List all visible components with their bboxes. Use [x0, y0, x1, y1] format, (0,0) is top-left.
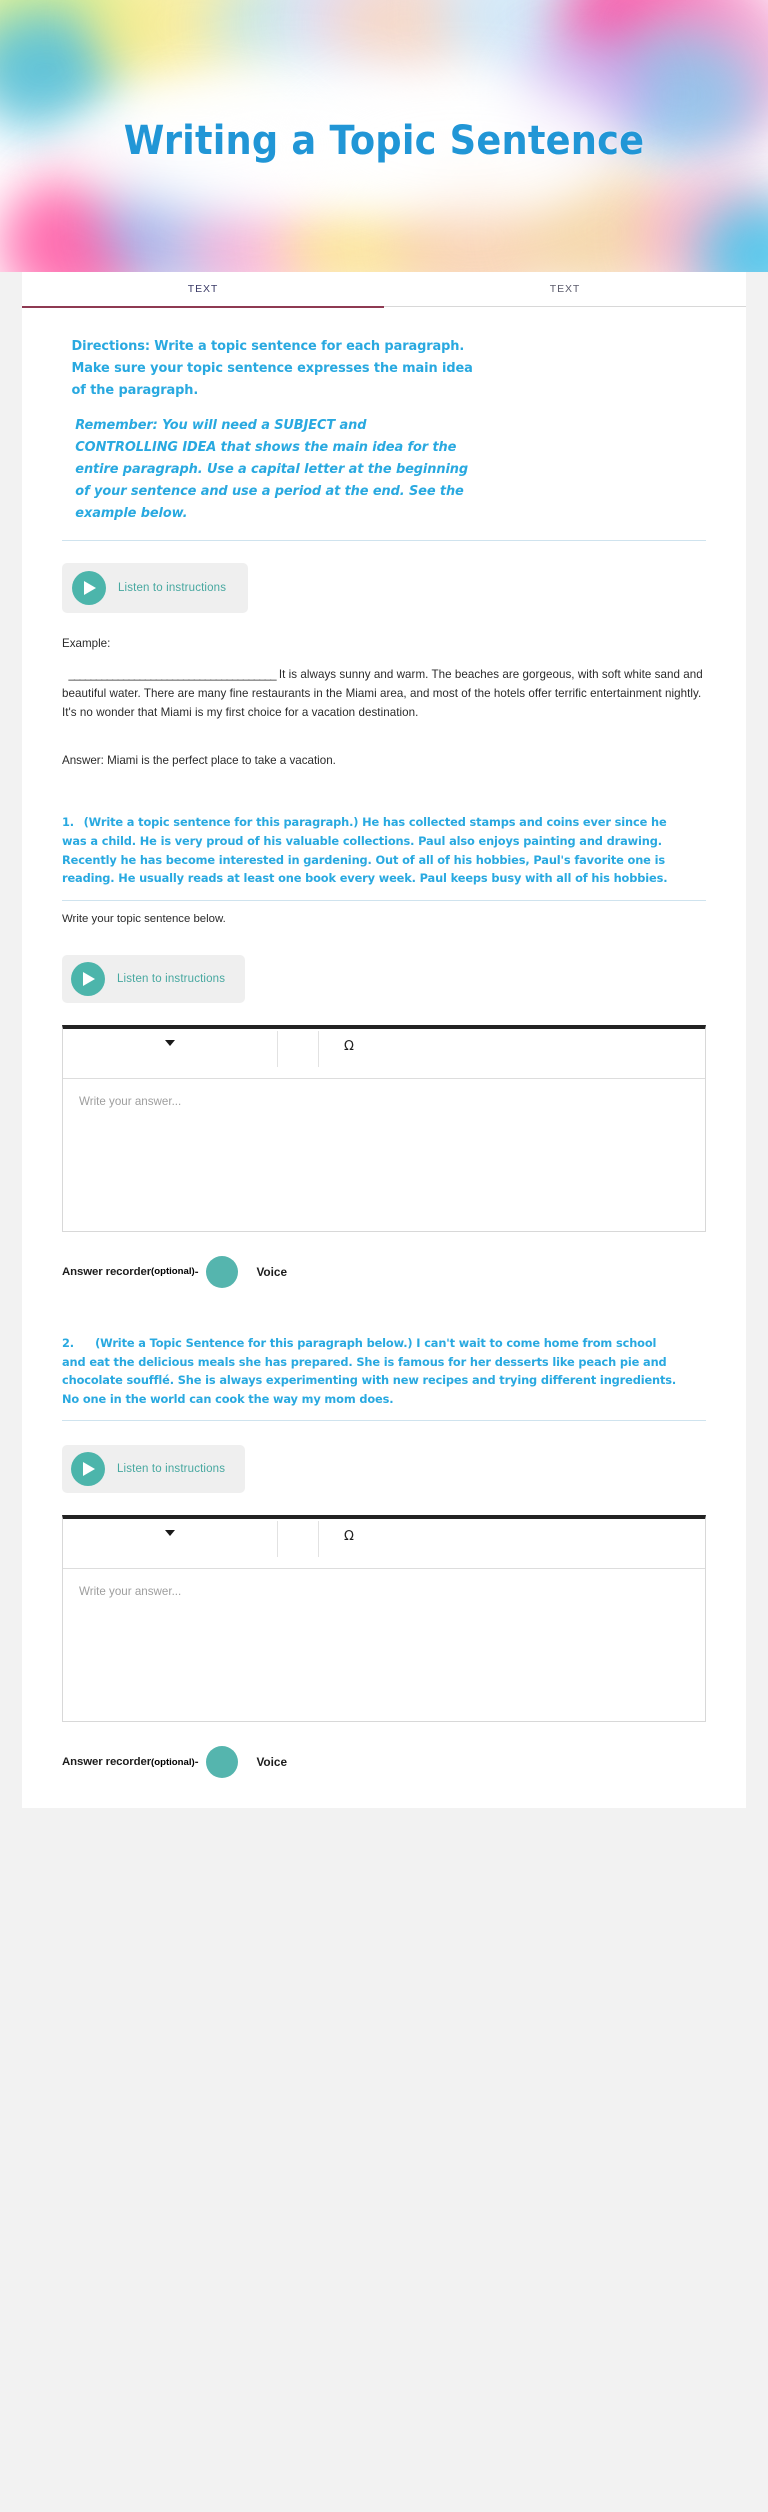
editor-toolbar-1 [63, 1029, 705, 1079]
remember-line-4: of your sentence and use a period at the end. See the [75, 483, 464, 500]
question-2-divider [62, 1420, 706, 1421]
worksheet-card [22, 306, 746, 1808]
tab-label: TEXT [187, 283, 219, 295]
editor-toolbar-2 [63, 1519, 705, 1569]
remember-line-1 [62, 414, 674, 436]
question-2-body: (Write a Topic Sentence for this paragraph below.) I can't wait to come home from school and eat the delicious meals she has prepared. She is famous for her desserts like peach pie and chocolate soufflé. She is always experimenting with new recipes and trying different ingredients. No one in the world can cook the way my mom does. [62, 1335, 677, 1406]
play-icon [71, 962, 105, 996]
tab-text-2[interactable] [384, 272, 746, 306]
answer-recorder-label: Answer recorder [62, 1756, 152, 1769]
voice-label: Voice [256, 1755, 288, 1770]
question-2-number: 2. [62, 1335, 74, 1350]
example-paragraph-text: It is always sunny and warm. The beaches are gorgeous, with soft white sand and beautiful water. There are many fine restaurants in the Miami area, and most of the hotels offer terrific entertainment nightly. It's no wonder that Miami is my first choice for a vacation destination. [62, 668, 703, 719]
listen-button-label: Listen to instructions [118, 582, 227, 595]
section-spacer [22, 767, 746, 813]
directions-text-1: Write a topic sentence for each paragraph. [149, 338, 465, 354]
question-1-number: 1. [62, 815, 74, 830]
question-1-text [62, 813, 683, 888]
hero-banner [0, 0, 768, 272]
listen-button-label: Listen to instructions [117, 1463, 226, 1476]
play-icon [71, 1452, 105, 1486]
question-block-1 [22, 813, 746, 1288]
toolbar-slot-1 [278, 1029, 318, 1079]
listen-to-instructions-button-1[interactable] [62, 955, 245, 1003]
answer-recorder-label: Answer recorder [62, 1265, 152, 1278]
remember-line-2: CONTROLLING IDEA that shows the main idea for the [75, 439, 457, 456]
answer-recorder-optional: (optional) [151, 1266, 195, 1278]
listen-button-label: Listen to instructions [117, 972, 226, 985]
tab-label: TEXT [549, 283, 581, 295]
question-1-prompt: Write your topic sentence below. [62, 912, 226, 925]
answer-input-2[interactable]: Write your answer... [79, 1585, 182, 1599]
directions-lead: Directions: [71, 338, 150, 354]
answer-recorder-dash: - [194, 1756, 199, 1769]
answer-editor-2 [62, 1515, 706, 1722]
directions-line-1 [62, 335, 674, 357]
special-character-button-2[interactable] [319, 1519, 379, 1569]
question-1-body: (Write a topic sentence for this paragraph.) He has collected stamps and coins ever since he was a child. He is very proud of his valuable collections. Paul also enjoys painting and drawing. Recently he has become interested in gardening. Out of all of his hobbies, Paul's favorite one is reading. He usually reads at least one book every week. Paul keeps busy with all of his hobbies. [62, 815, 668, 886]
answer-recorder-optional: (optional) [151, 1756, 195, 1768]
tab-bar [22, 272, 746, 306]
chevron-down-icon[interactable] [165, 1530, 175, 1536]
style-dropdown-2[interactable] [63, 1519, 277, 1569]
tab-text-1[interactable] [22, 272, 384, 306]
answer-recorder-row-2 [62, 1746, 706, 1778]
section-spacer [22, 1288, 746, 1334]
remember-line-3: entire paragraph. Use a capital letter at the beginning [75, 461, 469, 478]
voice-record-button-1[interactable] [206, 1256, 238, 1288]
omega-icon: Ω [344, 1038, 354, 1054]
question-1-divider [62, 900, 706, 901]
voice-label: Voice [256, 1264, 288, 1279]
page-title: Writing a Topic Sentence [123, 118, 645, 164]
example-answer: Answer: Miami is the perfect place to take a vacation. [62, 754, 336, 768]
example-paragraph [62, 666, 706, 722]
remember-text-1: You will need a SUBJECT and [157, 417, 367, 434]
play-icon [72, 571, 106, 605]
example-label: Example: [62, 637, 111, 651]
question-block-2 [22, 1334, 746, 1779]
directions-line-2: Make sure your topic sentence expresses the main idea [71, 360, 473, 377]
answer-input-1[interactable]: Write your answer... [79, 1094, 182, 1108]
listen-to-instructions-button-2[interactable] [62, 1445, 245, 1493]
special-character-button-1[interactable] [319, 1029, 379, 1079]
question-2-text [62, 1334, 683, 1409]
directions-line-3: of the paragraph. [71, 382, 199, 399]
example-blank: ______________________________________ [68, 668, 276, 682]
omega-icon: Ω [344, 1529, 354, 1545]
answer-editor-1 [62, 1025, 706, 1232]
toolbar-slot-2 [278, 1519, 318, 1569]
answer-recorder-dash: - [194, 1265, 199, 1278]
remember-lead: Remember: [75, 417, 158, 434]
voice-record-button-2[interactable] [206, 1746, 238, 1778]
directions-block [22, 307, 746, 524]
style-dropdown-1[interactable] [63, 1029, 277, 1079]
answer-recorder-row-1 [62, 1256, 706, 1288]
remember-line-5: example below. [75, 505, 188, 522]
listen-to-instructions-button[interactable] [62, 563, 248, 613]
chevron-down-icon[interactable] [165, 1040, 175, 1046]
